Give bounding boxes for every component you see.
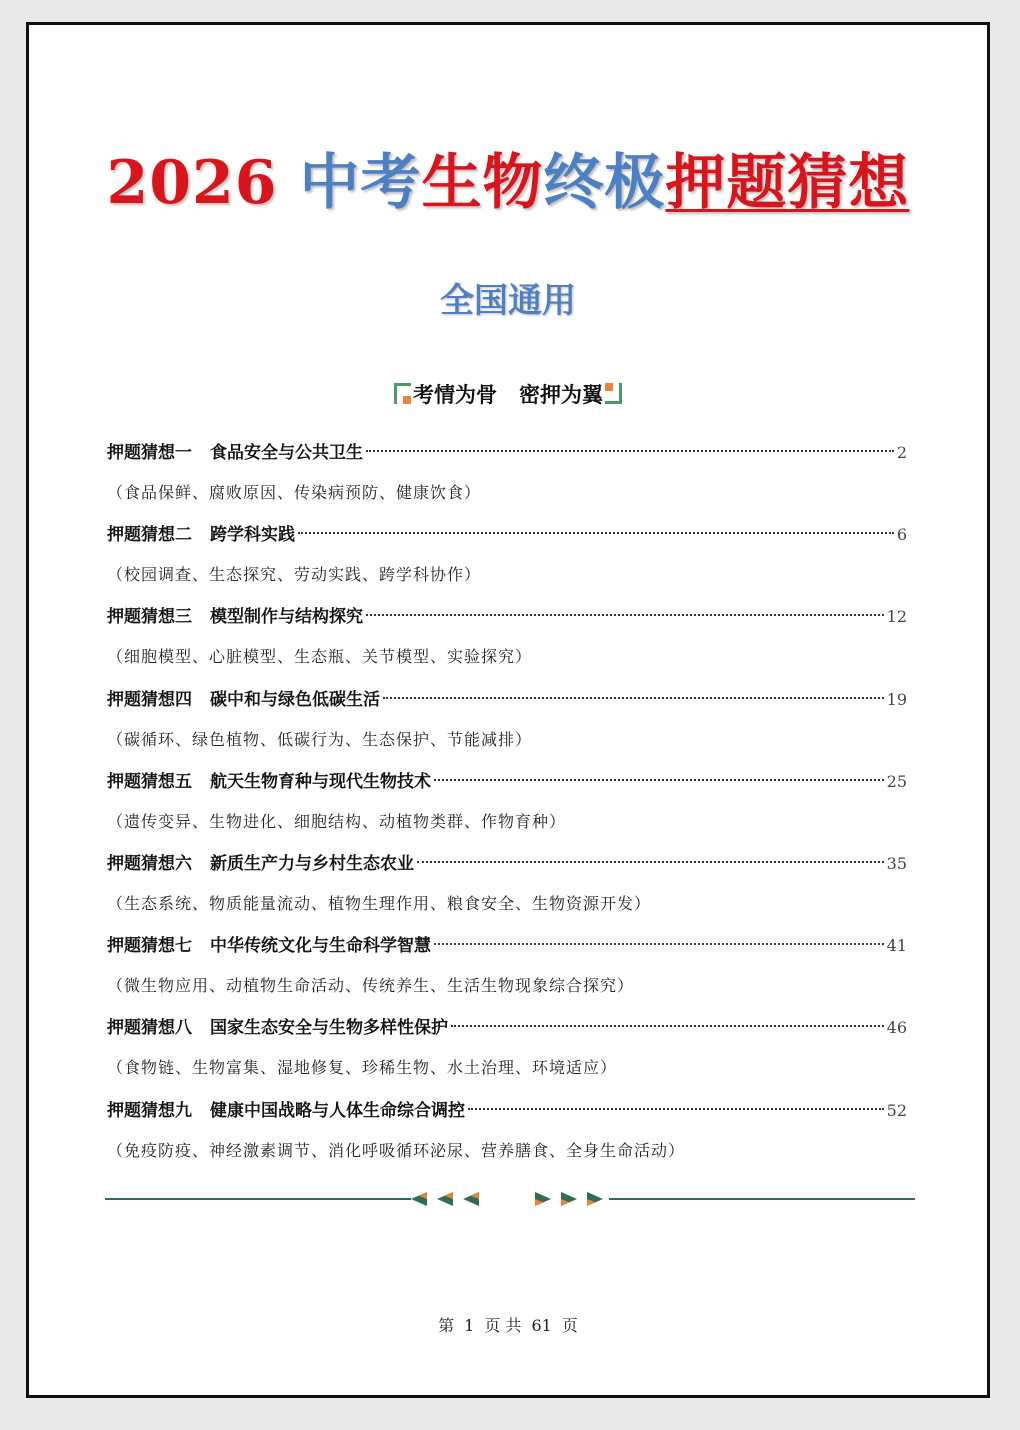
- toc-entry-topics: （细胞模型、心脏模型、生态瓶、关节模型、实验探究）: [107, 647, 533, 667]
- bracket-left-icon: [394, 383, 411, 404]
- dot-leader: [417, 861, 884, 863]
- toc-entry-label: 押题猜想八: [107, 1018, 192, 1039]
- toc-entry[interactable]: [107, 521, 907, 603]
- page-subtitle: 全国通用: [440, 281, 576, 321]
- bracket-right-icon: [605, 383, 622, 404]
- toc-entry-topics: （微生物应用、动植物生命活动、传统养生、生活生物现象综合探究）: [107, 976, 635, 996]
- footer-middle: 页 共: [484, 1316, 522, 1335]
- toc-entry-page: 46: [886, 1018, 907, 1038]
- toc-entry-title: 模型制作与结构探究: [210, 607, 363, 628]
- toc-entry[interactable]: [107, 686, 907, 768]
- toc-entry-label: 押题猜想一: [107, 443, 192, 463]
- footer-suffix: 页: [561, 1316, 578, 1335]
- toc-entry-label: 押题猜想六: [107, 853, 192, 874]
- page-title: [29, 135, 987, 221]
- toc-entry-title: 中华传统文化与生命科学智慧: [210, 936, 431, 957]
- toc-entry-title: 跨学科实践: [210, 525, 295, 546]
- toc-entry-topics: （校园调查、生态探究、劳动实践、跨学科协作）: [107, 565, 482, 585]
- toc-entry-label: 押题猜想五: [107, 771, 192, 792]
- motto-right: 密押为翼: [519, 383, 603, 407]
- motto: [29, 379, 987, 409]
- toc-entry[interactable]: [107, 768, 907, 850]
- toc-entry[interactable]: [107, 1097, 907, 1179]
- toc-entry[interactable]: [107, 603, 907, 685]
- dot-leader: [298, 532, 894, 534]
- footer-total-pages: 61: [531, 1316, 552, 1335]
- toc-entry-label: 押题猜想四: [107, 689, 192, 710]
- toc-entry-page: 41: [886, 936, 907, 956]
- toc-entry-label: 押题猜想九: [107, 1100, 192, 1121]
- toc-entry-topics: （遗传变异、生物进化、细胞结构、动植物类群、作物育种）: [107, 811, 567, 831]
- decorative-divider: [105, 1187, 915, 1211]
- toc-entry-title: 食品安全与公共卫生: [210, 443, 363, 463]
- toc-entry-page: 12: [886, 607, 907, 627]
- toc-entry-page: 35: [886, 853, 907, 873]
- title-part-predictions: 押题猜想: [665, 148, 910, 218]
- toc-entry[interactable]: [107, 1014, 907, 1096]
- toc-entry-page: 2: [896, 443, 907, 462]
- footer-page-number: 1: [464, 1316, 475, 1335]
- title-part-final: 终极: [543, 148, 666, 218]
- toc-entry-page: 52: [886, 1100, 907, 1120]
- toc-entry-title: 国家生态安全与生物多样性保护: [210, 1018, 448, 1039]
- toc-entry-title: 碳中和与绿色低碳生活: [210, 689, 380, 710]
- page-footer: [29, 1313, 987, 1336]
- title-part-exam: 中考: [299, 148, 422, 218]
- footer-prefix: 第: [438, 1316, 455, 1335]
- title-year: 2026: [106, 148, 278, 218]
- table-of-contents: [107, 439, 907, 1179]
- toc-entry-page: 19: [886, 689, 907, 709]
- toc-entry-label: 押题猜想三: [107, 607, 192, 628]
- dot-leader: [434, 779, 884, 781]
- title-part-biology: 生物: [421, 148, 544, 218]
- toc-entry-topics: （免疫防疫、神经激素调节、消化呼吸循环泌尿、营养膳食、全身生命活动）: [107, 1140, 686, 1160]
- toc-entry-label: 押题猜想二: [107, 525, 192, 546]
- toc-entry-topics: （食物链、生物富集、湿地修复、珍稀生物、水土治理、环境适应）: [107, 1058, 618, 1078]
- dot-leader: [468, 1108, 884, 1110]
- toc-entry-topics: （食品保鲜、腐败原因、传染病预防、健康饮食）: [107, 483, 482, 502]
- toc-entry-label: 押题猜想七: [107, 936, 192, 957]
- toc-entry[interactable]: [107, 850, 907, 932]
- toc-entry-title: 健康中国战略与人体生命综合调控: [210, 1100, 465, 1121]
- arrow-right-icon: [535, 1192, 603, 1206]
- arrow-left-icon: [411, 1192, 479, 1206]
- motto-left: 考情为骨: [413, 383, 497, 407]
- toc-entry-title: 航天生物育种与现代生物技术: [210, 771, 431, 792]
- dot-leader: [383, 697, 884, 699]
- toc-entry-topics: （碳循环、绿色植物、低碳行为、生态保护、节能减排）: [107, 729, 533, 749]
- toc-entry-topics: （生态系统、物质能量流动、植物生理作用、粮食安全、生物资源开发）: [107, 893, 652, 913]
- toc-entry-page: 6: [896, 525, 907, 545]
- document-page: [26, 22, 990, 1398]
- toc-entry-page: 25: [886, 771, 907, 791]
- dot-leader: [366, 614, 884, 616]
- toc-entry[interactable]: [107, 932, 907, 1014]
- dot-leader: [451, 1025, 884, 1027]
- dot-leader: [434, 943, 884, 945]
- toc-entry[interactable]: [107, 439, 907, 521]
- dot-leader: [366, 450, 894, 452]
- toc-entry-title: 新质生产力与乡村生态农业: [210, 853, 414, 874]
